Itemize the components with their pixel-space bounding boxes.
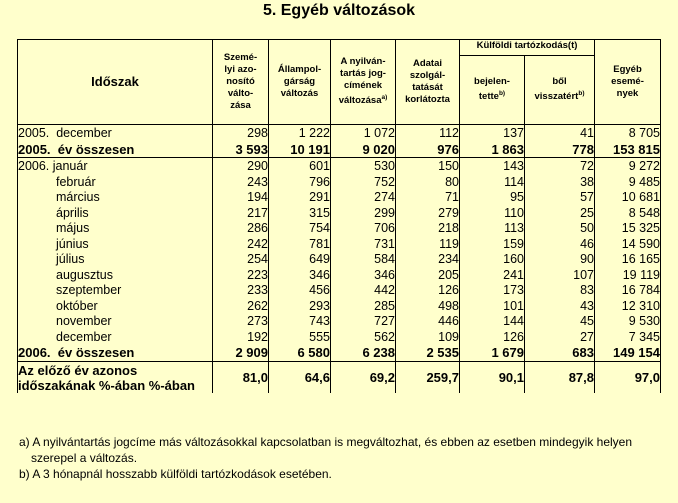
footnote-marker-b: b) <box>498 90 506 98</box>
table-cell: 2 909 <box>213 345 269 361</box>
table-cell: 286 <box>213 221 269 237</box>
table-cell: 90 <box>525 252 595 268</box>
table-cell: 498 <box>396 299 460 315</box>
table-cell: 194 <box>213 190 269 206</box>
table-row <box>18 252 661 268</box>
table-row <box>18 361 661 393</box>
table-cell: 1 072 <box>331 125 396 142</box>
table-cell: 38 <box>525 175 595 191</box>
table-row <box>18 330 661 346</box>
table-cell: 10 191 <box>269 142 331 158</box>
table-cell: 1 863 <box>460 142 525 158</box>
table-cell: 291 <box>269 190 331 206</box>
table-cell: 80 <box>396 175 460 191</box>
table-row <box>18 314 661 330</box>
table-cell: 110 <box>460 206 525 222</box>
table-cell: 442 <box>331 283 396 299</box>
table-cell: 315 <box>269 206 331 222</box>
table-cell: 223 <box>213 268 269 284</box>
table-cell: 446 <box>396 314 460 330</box>
table-cell: 242 <box>213 237 269 253</box>
table-cell: 9 272 <box>595 158 661 175</box>
header-reported <box>460 56 525 125</box>
table-header <box>18 40 661 125</box>
table-cell: 109 <box>396 330 460 346</box>
header-registration-title-text: A nyilván- tartás jog- címének változása <box>338 56 386 107</box>
table-cell: 293 <box>269 299 331 315</box>
row-label: február <box>18 175 213 191</box>
table-cell: 752 <box>331 175 396 191</box>
table-cell: 218 <box>396 221 460 237</box>
table-cell: 46 <box>525 237 595 253</box>
table-cell: 6 580 <box>269 345 331 361</box>
table-row <box>18 299 661 315</box>
header-registration-title <box>331 40 396 125</box>
table-cell: 562 <box>331 330 396 346</box>
table-cell: 72 <box>525 158 595 175</box>
table-cell: 112 <box>396 125 460 142</box>
table-cell: 43 <box>525 299 595 315</box>
table-cell: 781 <box>269 237 331 253</box>
table-cell: 9 530 <box>595 314 661 330</box>
table-cell: 87,8 <box>525 361 595 393</box>
table-cell: 144 <box>460 314 525 330</box>
table-cell: 273 <box>213 314 269 330</box>
table-cell: 50 <box>525 221 595 237</box>
table-cell: 16 784 <box>595 283 661 299</box>
table-cell: 159 <box>460 237 525 253</box>
table-cell: 143 <box>460 158 525 175</box>
table-cell: 15 325 <box>595 221 661 237</box>
header-other-events: Egyéb esemé- nyek <box>595 40 661 125</box>
table-cell: 126 <box>396 283 460 299</box>
table-cell: 12 310 <box>595 299 661 315</box>
header-foreign-stay-group: Külföldi tartózkodás(t) <box>460 40 595 56</box>
table-row <box>18 190 661 206</box>
row-label: 2005. év összesen <box>18 142 213 158</box>
table-cell: 81,0 <box>213 361 269 393</box>
table-cell: 14 590 <box>595 237 661 253</box>
table-row <box>18 175 661 191</box>
row-label: 2006. január <box>18 158 213 175</box>
row-label: május <box>18 221 213 237</box>
table-cell: 243 <box>213 175 269 191</box>
table-cell: 173 <box>460 283 525 299</box>
table-cell: 97,0 <box>595 361 661 393</box>
table-cell: 1 679 <box>460 345 525 361</box>
table-cell: 64,6 <box>269 361 331 393</box>
table-cell: 83 <box>525 283 595 299</box>
table-row <box>18 283 661 299</box>
row-label: június <box>18 237 213 253</box>
table-cell: 7 345 <box>595 330 661 346</box>
table-cell: 683 <box>525 345 595 361</box>
percent-rows <box>18 361 661 393</box>
rows-2006 <box>18 158 661 362</box>
footnote-a: a) A nyilvántartás jogcíme más változásokkal kapcsolatban is megváltozhat, és ebben az esetben mindegyik helyen szerepel a változás. <box>19 435 633 465</box>
table-cell: 192 <box>213 330 269 346</box>
table-cell: 45 <box>525 314 595 330</box>
table-cell: 8 548 <box>595 206 661 222</box>
row-label: november <box>18 314 213 330</box>
header-data-restriction: Adatai szolgál- tatását korlátozta <box>396 40 460 125</box>
table-cell: 9 485 <box>595 175 661 191</box>
rows-2005 <box>18 125 661 158</box>
table-cell: 160 <box>460 252 525 268</box>
table-row <box>18 345 661 361</box>
header-period: Időszak <box>18 40 213 125</box>
table-cell: 274 <box>331 190 396 206</box>
row-label: szeptember <box>18 283 213 299</box>
table-cell: 114 <box>460 175 525 191</box>
header-citizenship: Állampol- gárság változás <box>269 40 331 125</box>
table-cell: 456 <box>269 283 331 299</box>
table-cell: 16 165 <box>595 252 661 268</box>
table-cell: 8 705 <box>595 125 661 142</box>
statistics-table <box>17 39 661 393</box>
row-label: december <box>18 330 213 346</box>
table-cell: 25 <box>525 206 595 222</box>
table-row <box>18 158 661 175</box>
table-cell: 9 020 <box>331 142 396 158</box>
table-cell: 727 <box>331 314 396 330</box>
table-cell: 41 <box>525 125 595 142</box>
table-cell: 778 <box>525 142 595 158</box>
header-returned <box>525 56 595 125</box>
row-label: július <box>18 252 213 268</box>
table-cell: 107 <box>525 268 595 284</box>
table-cell: 262 <box>213 299 269 315</box>
table-cell: 150 <box>396 158 460 175</box>
row-label: augusztus <box>18 268 213 284</box>
table-cell: 584 <box>331 252 396 268</box>
table-cell: 153 815 <box>595 142 661 158</box>
table-cell: 241 <box>460 268 525 284</box>
table-row <box>18 221 661 237</box>
table-cell: 299 <box>331 206 396 222</box>
table-cell: 95 <box>460 190 525 206</box>
table-cell: 601 <box>269 158 331 175</box>
footnote-marker-b: b) <box>578 90 585 98</box>
table-cell: 731 <box>331 237 396 253</box>
table-cell: 706 <box>331 221 396 237</box>
row-label: október <box>18 299 213 315</box>
header-returned-text: ből visszatért <box>534 76 579 103</box>
table-cell: 279 <box>396 206 460 222</box>
table-cell: 90,1 <box>460 361 525 393</box>
table-cell: 2 535 <box>396 345 460 361</box>
table-cell: 976 <box>396 142 460 158</box>
table-cell: 290 <box>213 158 269 175</box>
row-label: 2006. év összesen <box>18 345 213 361</box>
table-cell: 217 <box>213 206 269 222</box>
table-row <box>18 237 661 253</box>
table-cell: 259,7 <box>396 361 460 393</box>
table-row <box>18 142 661 158</box>
table-cell: 234 <box>396 252 460 268</box>
table-cell: 233 <box>213 283 269 299</box>
table-cell: 69,2 <box>331 361 396 393</box>
row-label: március <box>18 190 213 206</box>
table-cell: 743 <box>269 314 331 330</box>
table-cell: 101 <box>460 299 525 315</box>
table-cell: 3 593 <box>213 142 269 158</box>
table-cell: 555 <box>269 330 331 346</box>
row-label: 2005. december <box>18 125 213 142</box>
table-cell: 10 681 <box>595 190 661 206</box>
table-row <box>18 268 661 284</box>
table-cell: 119 <box>396 237 460 253</box>
table-cell: 149 154 <box>595 345 661 361</box>
footnotes <box>19 434 659 482</box>
table-cell: 298 <box>213 125 269 142</box>
table-cell: 6 238 <box>331 345 396 361</box>
page-title: 5. Egyéb változások <box>262 2 416 19</box>
table-cell: 126 <box>460 330 525 346</box>
footnote-b: b) A 3 hónapnál hosszabb külföldi tartózkodások esetében. <box>19 467 332 481</box>
table-cell: 27 <box>525 330 595 346</box>
table-cell: 796 <box>269 175 331 191</box>
table-cell: 530 <box>331 158 396 175</box>
table-row <box>18 125 661 142</box>
table-cell: 649 <box>269 252 331 268</box>
table-cell: 205 <box>396 268 460 284</box>
table-cell: 137 <box>460 125 525 142</box>
table-cell: 346 <box>269 268 331 284</box>
table-cell: 346 <box>331 268 396 284</box>
row-label: április <box>18 206 213 222</box>
row-label: Az előző év azonos időszakának %-ában %-ában <box>18 361 213 393</box>
table-cell: 754 <box>269 221 331 237</box>
table-cell: 1 222 <box>269 125 331 142</box>
table-cell: 113 <box>460 221 525 237</box>
table-cell: 57 <box>525 190 595 206</box>
footnote-marker-a: a) <box>381 94 388 102</box>
table-row <box>18 206 661 222</box>
table-cell: 254 <box>213 252 269 268</box>
header-personal-id: Szemé- lyi azo- nosító válto- zása <box>213 40 269 125</box>
table-cell: 19 119 <box>595 268 661 284</box>
table-cell: 71 <box>396 190 460 206</box>
header-reported-text: bejelen- tette <box>474 76 510 103</box>
table-cell: 285 <box>331 299 396 315</box>
